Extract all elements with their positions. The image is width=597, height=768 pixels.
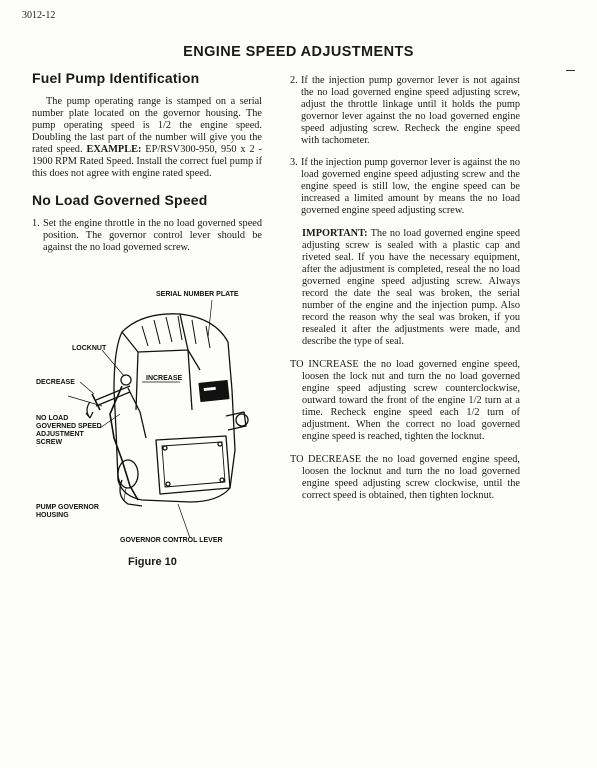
important-note [290, 228, 520, 348]
step-2-number: 2. [290, 75, 298, 86]
margin-mark [566, 70, 575, 71]
step-3-number: 3. [290, 157, 298, 168]
step-2-text: If the injection pump governor lever is not against the no load governed engine speed adjusting screw, adjust the throttle linkage until it holds the pump governor lever against the no load governed engine speed adjusting screw. Recheck the engine speed with tachometer. [301, 75, 520, 146]
locknut-detail [121, 375, 131, 385]
fuel-pump-heading: Fuel Pump Identification [32, 70, 200, 86]
label-screw-line-1: NO LOAD [36, 415, 69, 422]
housing-outline [114, 314, 235, 502]
step-3 [290, 157, 520, 217]
label-screw-line-2: GOVERNED SPEED [36, 423, 102, 430]
label-governor-control-lever: GOVERNOR CONTROL LEVER [120, 537, 223, 544]
adjusting-screw [96, 386, 130, 406]
fuel-pump-text-2: EP/RSV300-950, 950 x 2 - 1900 RPM Rated Speed. Install the correct fuel pump if this does not agree with engine rated speed. [32, 144, 262, 179]
figure-10 [30, 290, 262, 570]
to-increase-paragraph: TO INCREASE the no load governed engine speed, loosen the lock nut and turn the no load governed engine speed adjusting screw counterclockwise, outward toward the front of the engine 1/2 turn at a time. Recheck engine speed each 1/2 turn of adjustment. When the correct no load governed engine speed is reached, tighten the locknut. [290, 359, 520, 442]
step-1-number: 1. [32, 218, 40, 229]
label-pump-governor-housing [36, 504, 99, 520]
left-column [32, 70, 262, 254]
to-decrease-paragraph: TO DECREASE the no load governed engine speed, loosen the locknut and turn the no load governed engine speed adjusting screw clockwise, until the correct speed is obtained, then tighten locknut. [290, 454, 520, 501]
label-housing-line-2: HOUSING [36, 512, 69, 519]
no-load-heading: No Load Governed Speed [32, 192, 208, 208]
right-column [290, 75, 520, 502]
label-serial-number-plate: SERIAL NUMBER PLATE [156, 291, 239, 298]
label-increase: INCREASE [146, 375, 183, 382]
step-2 [290, 75, 520, 147]
step-1-text: Set the engine throttle in the no load governed speed position. The governor control lever should be against the no load governed screw. [43, 218, 262, 253]
governor-lever [110, 386, 138, 500]
label-adjustment-screw [36, 415, 102, 447]
important-text: The no load governed engine speed adjusting screw is sealed with a plastic cap and riveted seal. If you have the necessary equipment, after the adjustment is completed, reseal the no load governed engine speed adjusting screw. Always record the date the seal was broken, the serial number of the engine and the injection pump. Also record the reason why the seal was broken, if you resealed it after the adjustments were made, and describe the type of seal. [302, 228, 520, 347]
step-3-text: If the injection pump governor lever is against the no load governed engine speed adjusting screw and the engine speed is still low, the engine speed can be increased a limited amount by means the no load governed engine speed adjusting screw. [301, 157, 520, 216]
figure-caption: Figure 10 [128, 556, 177, 568]
fuel-pump-paragraph [32, 96, 262, 180]
important-label: IMPORTANT: [302, 228, 368, 239]
label-screw-line-4: SCREW [36, 439, 63, 446]
example-label: EXAMPLE: [86, 144, 142, 155]
page-title: ENGINE SPEED ADJUSTMENTS [183, 44, 414, 60]
label-decrease: DECREASE [36, 379, 75, 386]
serial-plate [199, 381, 229, 402]
page-number: 3012-12 [22, 10, 56, 21]
label-housing-line-1: PUMP GOVERNOR [36, 504, 99, 511]
step-1 [32, 218, 262, 254]
label-screw-line-3: ADJUSTMENT [36, 431, 84, 438]
label-locknut: LOCKNUT [72, 345, 107, 352]
fuel-pump-text-1: The pump operating range is stamped on a serial number plate located on the governor housing. The pump operating speed is 1/2 the engine speed. Doubling the last part of the number will give you the rated speed. [32, 96, 262, 155]
